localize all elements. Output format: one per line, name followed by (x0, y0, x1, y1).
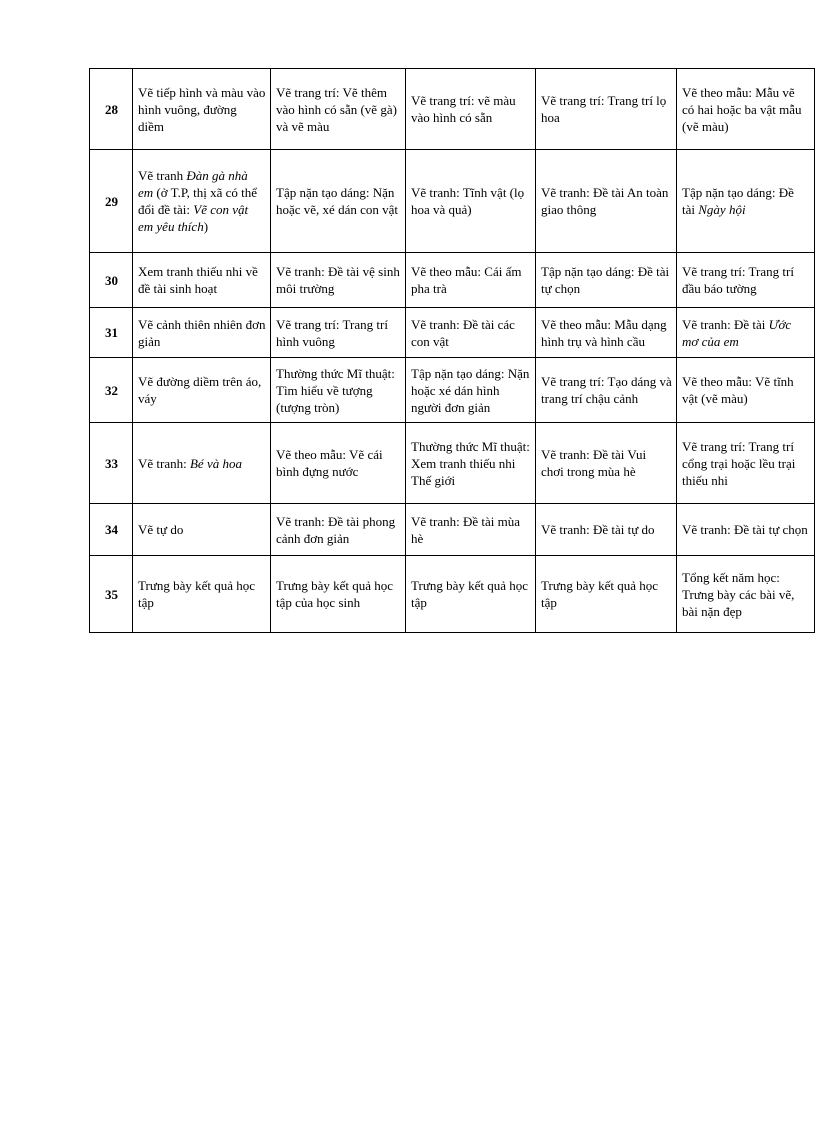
table-cell-grade-1 (133, 423, 271, 504)
table-cell-grade-5 (677, 308, 815, 358)
cell-text: Trưng bày kết quả học tập (138, 578, 256, 610)
table-cell-grade-3 (406, 556, 536, 633)
cell-text: Vẽ tranh: Đề tài An toàn giao thông (541, 185, 669, 217)
table-row (90, 253, 815, 308)
table-row (90, 504, 815, 556)
table-cell-grade-4 (536, 556, 677, 633)
cell-text: Vẽ cảnh thiên nhiên đơn giản (138, 316, 266, 349)
cell-text: Vẽ theo mẫu: Mẫu dạng hình trụ và hình cầu (541, 316, 667, 349)
cell-text: Trưng bày kết quả học tập của học sinh (276, 578, 394, 610)
document-page (89, 68, 814, 633)
cell-text-italic: Đàn gà nhà em (138, 168, 248, 200)
cell-text: Xem tranh thiếu nhi về đề tài sinh hoạt (138, 264, 258, 296)
cell-text: Vẽ trang trí: vẽ màu vào hình có sẵn (411, 93, 516, 125)
table-cell-grade-5 (677, 358, 815, 423)
table-cell-grade-5 (677, 423, 815, 504)
cell-text: Vẽ theo mẫu: Vẽ tĩnh vật (vẽ màu) (682, 374, 794, 406)
cell-text: Tập nặn tạo dáng: Đề tài tự chọn (541, 264, 670, 296)
cell-text: Vẽ tranh: Đề tài phong cảnh đơn giản (276, 513, 396, 546)
table-cell-grade-4 (536, 69, 677, 150)
table-cell-grade-1 (133, 69, 271, 150)
cell-text: Vẽ theo mẫu: Vẽ cái bình đựng nước (276, 447, 383, 479)
cell-text: Vẽ tranh: Đề tài (682, 316, 769, 332)
table-cell-grade-4 (536, 253, 677, 308)
table-cell-grade-4 (536, 423, 677, 504)
table-row (90, 308, 815, 358)
table-cell-grade-3 (406, 423, 536, 504)
week-number: 31 (90, 308, 133, 358)
table-cell-grade-4 (536, 150, 677, 253)
cell-text: Vẽ tranh (138, 168, 187, 183)
cell-text: Trưng bày kết quả học tập (541, 578, 659, 610)
cell-text-italic: Vẽ con vật em yêu thích (138, 202, 249, 234)
week-number: 29 (90, 150, 133, 253)
table-cell-grade-5 (677, 504, 815, 556)
table-row (90, 150, 815, 253)
table-row (90, 69, 815, 150)
cell-text-italic: Bé và hoa (189, 455, 242, 471)
table-cell-grade-2 (271, 504, 406, 556)
cell-text-italic: Ước mơ của em (682, 316, 792, 349)
cell-text: Vẽ trang trí: Trang trí hình vuông (276, 316, 388, 349)
week-number: 28 (90, 69, 133, 150)
cell-text: ) (203, 219, 209, 234)
cell-text: Vẽ theo mẫu: Mẫu vẽ có hai hoặc ba vật mẫu (vẽ màu) (682, 84, 802, 134)
cell-text: Tổng kết năm học: Trưng bày các bài vẽ, bài nặn đẹp (682, 569, 795, 619)
cell-text: Vẽ trang trí: Trang trí lọ hoa (541, 93, 667, 125)
cell-text: Vẽ trang trí: Trang trí đầu báo tường (682, 264, 794, 296)
cell-text: Vẽ trang trí: Trang trí cổng trại hoặc lều trại thiếu nhi (682, 438, 796, 488)
table-cell-grade-3 (406, 253, 536, 308)
week-number: 33 (90, 423, 133, 504)
cell-text: (ở T.P, thị xã có thể đổi đề tài: (138, 185, 258, 217)
cell-text: Vẽ trang trí: Tạo dáng và trang trí chậu cảnh (541, 374, 672, 406)
table-cell-grade-3 (406, 504, 536, 556)
table-cell-grade-4 (536, 504, 677, 556)
table-cell-grade-5 (677, 69, 815, 150)
table-cell-grade-1 (133, 308, 271, 358)
cell-text: Vẽ tranh: Tĩnh vật (lọ hoa và quả) (411, 185, 525, 217)
cell-text: Tập nặn tạo dáng: Nặn hoặc vẽ, xé dán con vật (276, 185, 399, 217)
table-cell-grade-1 (133, 150, 271, 253)
curriculum-table-body (90, 69, 815, 633)
table-cell-grade-1 (133, 556, 271, 633)
table-cell-grade-2 (271, 308, 406, 358)
week-number: 30 (90, 253, 133, 308)
table-cell-grade-5 (677, 556, 815, 633)
table-cell-grade-5 (677, 253, 815, 308)
cell-text: Vẽ tranh: (138, 455, 190, 471)
table-cell-grade-1 (133, 253, 271, 308)
table-row (90, 556, 815, 633)
cell-text: Vẽ tranh: Đề tài Vui chơi trong mùa hè (541, 447, 647, 479)
cell-text: Vẽ tranh: Đề tài tự do (541, 522, 655, 537)
cell-text: Thường thức Mĩ thuật: Xem tranh thiếu nhi Thế giới (411, 438, 530, 488)
table-cell-grade-3 (406, 358, 536, 423)
cell-text: Thường thức Mĩ thuật: Tìm hiểu về tượng (tượng tròn) (276, 365, 395, 415)
cell-text: Trưng bày kết quả học tập (411, 578, 529, 610)
table-cell-grade-3 (406, 69, 536, 150)
table-cell-grade-4 (536, 308, 677, 358)
curriculum-table (89, 68, 815, 633)
table-cell-grade-2 (271, 556, 406, 633)
week-number: 32 (90, 358, 133, 423)
table-cell-grade-2 (271, 358, 406, 423)
cell-text: Vẽ đường diềm trên áo, váy (138, 374, 262, 406)
table-cell-grade-3 (406, 308, 536, 358)
week-number: 35 (90, 556, 133, 633)
cell-text: Vẽ trang trí: Vẽ thêm vào hình có sẵn (vẽ gà) và vẽ màu (276, 84, 397, 134)
table-cell-grade-2 (271, 150, 406, 253)
cell-text: Vẽ tranh: Đề tài vệ sinh môi trường (276, 264, 400, 296)
table-row (90, 358, 815, 423)
cell-text: Vẽ theo mẫu: Cái ấm pha trà (411, 264, 522, 296)
cell-text: Vẽ tranh: Đề tài các con vật (411, 316, 515, 349)
cell-text: Vẽ tranh: Đề tài tự chọn (682, 522, 808, 537)
table-cell-grade-1 (133, 358, 271, 423)
cell-text: Tập nặn tạo dáng: Nặn hoặc xé dán hình người đơn giản (411, 365, 530, 415)
week-number: 34 (90, 504, 133, 556)
table-row (90, 423, 815, 504)
cell-text-italic: Ngày hội (698, 202, 746, 217)
table-cell-grade-1 (133, 504, 271, 556)
cell-text: Vẽ tự do (138, 522, 184, 537)
table-cell-grade-3 (406, 150, 536, 253)
table-cell-grade-2 (271, 423, 406, 504)
table-cell-grade-2 (271, 253, 406, 308)
table-cell-grade-4 (536, 358, 677, 423)
cell-text: Vẽ tiếp hình và màu vào hình vuông, đường diềm (138, 84, 266, 134)
cell-text: Vẽ tranh: Đề tài mùa hè (411, 513, 521, 546)
cell-text: Tập nặn tạo dáng: Đề tài (682, 185, 794, 217)
table-cell-grade-5 (677, 150, 815, 253)
table-cell-grade-2 (271, 69, 406, 150)
